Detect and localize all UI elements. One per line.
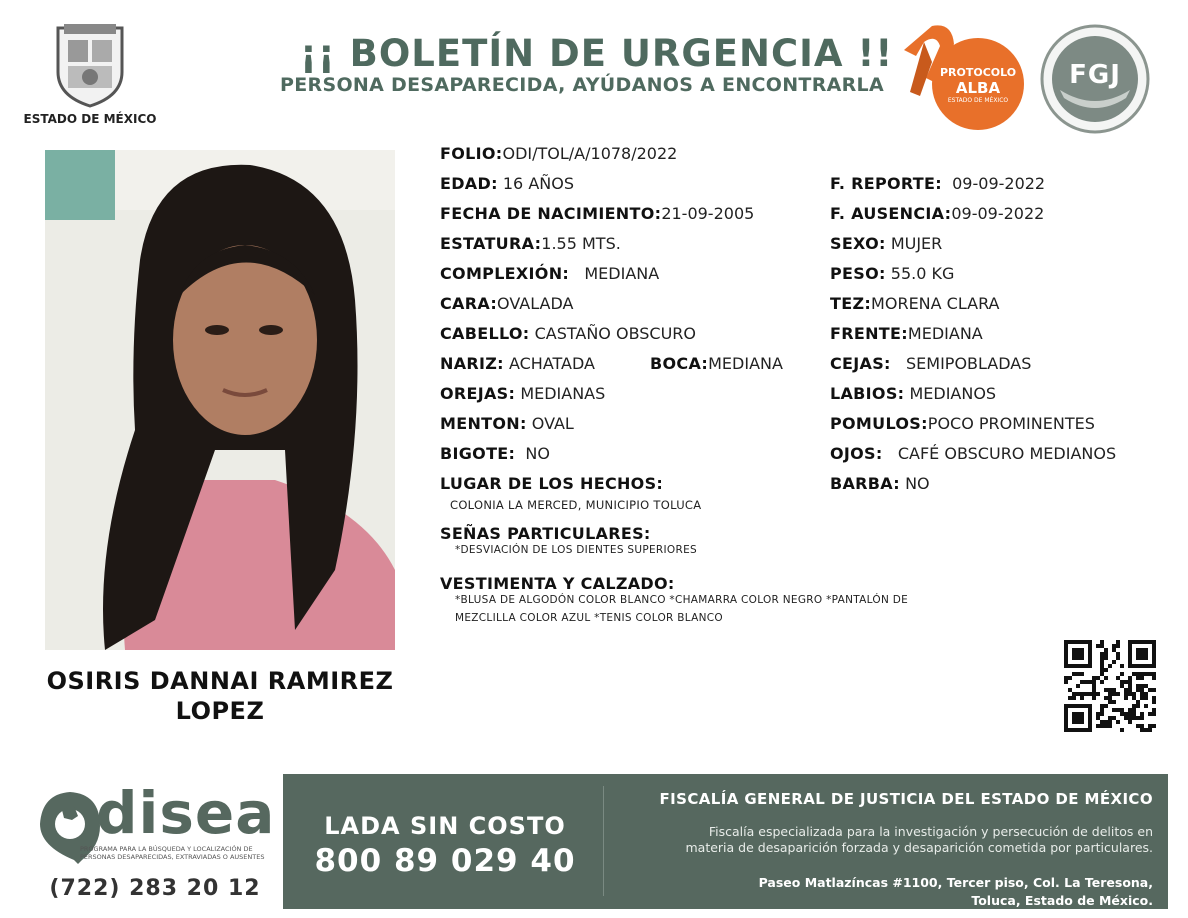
senas-particulares-label: SEÑAS PARTICULARES: bbox=[440, 524, 651, 543]
fgj-logo-text: FGJ bbox=[1069, 60, 1121, 90]
field-label: BARBA: bbox=[830, 474, 900, 493]
field-nariz bbox=[440, 354, 595, 373]
field-value: ODI/TOL/A/1078/2022 bbox=[502, 144, 678, 163]
field-cara bbox=[440, 294, 573, 313]
field-label: CEJAS: bbox=[830, 354, 891, 373]
address-line2: Toluca, Estado de México. bbox=[971, 893, 1153, 908]
alba-line1: PROTOCOLO bbox=[940, 66, 1017, 79]
senas-particulares-value: *DESVIACIÓN DE LOS DIENTES SUPERIORES bbox=[455, 544, 697, 556]
field-label: ESTATURA: bbox=[440, 234, 542, 253]
field-label: BOCA: bbox=[650, 354, 709, 373]
field-value: 16 AÑOS bbox=[502, 174, 574, 193]
field-sexo bbox=[830, 234, 942, 253]
field-tez bbox=[830, 294, 999, 313]
field-value: MEDIANA bbox=[584, 264, 660, 283]
field-label: TEZ: bbox=[830, 294, 872, 313]
field-value: MEDIANA bbox=[708, 354, 783, 373]
field-label: BIGOTE: bbox=[440, 444, 516, 463]
field-value: MEDIANOS bbox=[909, 384, 997, 403]
field-fecha-nacimiento bbox=[440, 204, 754, 223]
field-value: 55.0 KG bbox=[890, 264, 955, 283]
field-label: SEXO: bbox=[830, 234, 886, 253]
field-complexion bbox=[440, 264, 659, 283]
field-label: POMULOS: bbox=[830, 414, 928, 433]
odisea-phone[interactable]: (722) 283 20 12 bbox=[49, 876, 261, 901]
field-menton bbox=[440, 414, 574, 433]
field-value: 21-09-2005 bbox=[661, 204, 755, 223]
fgj-title: FISCALÍA GENERAL DE JUSTICIA DEL ESTADO DE MÉXICO bbox=[659, 790, 1153, 808]
field-f-ausencia bbox=[830, 204, 1044, 223]
bulletin-subtitle: PERSONA DESAPARECIDA, AYÚDANOS A ENCONTRARLA bbox=[280, 74, 884, 96]
field-value: CASTAÑO OBSCURO bbox=[534, 324, 697, 343]
field-frente bbox=[830, 324, 983, 343]
fgj-description bbox=[590, 824, 1153, 856]
odisea-wordmark: disea bbox=[96, 779, 276, 847]
alba-line3: ESTADO DE MÉXICO bbox=[947, 97, 1009, 104]
field-value: MEDIANAS bbox=[520, 384, 606, 403]
field-orejas bbox=[440, 384, 605, 403]
field-folio bbox=[440, 144, 677, 163]
bulletin-title: ¡¡ BOLETÍN DE URGENCIA !! bbox=[300, 32, 894, 75]
field-label: F. AUSENCIA: bbox=[830, 204, 952, 223]
field-f-reporte bbox=[830, 174, 1045, 193]
missing-person-photo bbox=[45, 150, 395, 650]
person-name bbox=[30, 666, 410, 726]
field-value: 1.55 MTS. bbox=[541, 234, 621, 253]
vestimenta-line1: *BLUSA DE ALGODÓN COLOR BLANCO *CHAMARRA COLOR NEGRO *PANTALÓN DE bbox=[455, 594, 909, 606]
field-estatura bbox=[440, 234, 621, 253]
fgj-desc-line2: materia de desaparición forzada y desaparición cometida por particulares. bbox=[685, 840, 1153, 855]
field-value: ACHATADA bbox=[508, 354, 595, 373]
field-cejas bbox=[830, 354, 1031, 373]
field-value: SEMIPOBLADAS bbox=[906, 354, 1032, 373]
field-pomulos bbox=[830, 414, 1095, 433]
field-value: MEDIANA bbox=[907, 324, 983, 343]
field-label: CARA: bbox=[440, 294, 498, 313]
field-label: LABIOS: bbox=[830, 384, 905, 403]
lada-phone-number[interactable]: 800 89 029 40 bbox=[314, 843, 576, 879]
field-edad bbox=[440, 174, 574, 193]
estado-mexico-label: ESTADO DE MÉXICO bbox=[23, 112, 157, 126]
field-value: MORENA CLARA bbox=[871, 294, 1000, 313]
field-labios bbox=[830, 384, 996, 403]
field-boca bbox=[650, 354, 783, 373]
field-label: CABELLO: bbox=[440, 324, 530, 343]
protocolo-alba-logo bbox=[902, 22, 1030, 132]
field-label: PESO: bbox=[830, 264, 886, 283]
field-value: OVAL bbox=[531, 414, 574, 433]
field-barba bbox=[830, 474, 930, 493]
estado-mexico-seal bbox=[50, 20, 130, 108]
vestimenta-label: VESTIMENTA Y CALZADO: bbox=[440, 574, 675, 593]
person-name-line1: OSIRIS DANNAI RAMIREZ bbox=[46, 667, 394, 695]
field-value: NO bbox=[905, 474, 930, 493]
field-label: OREJAS: bbox=[440, 384, 516, 403]
qr-code[interactable] bbox=[1064, 640, 1156, 732]
field-label: FECHA DE NACIMIENTO: bbox=[440, 204, 662, 223]
field-value: 09-09-2022 bbox=[951, 204, 1045, 223]
field-value: MUJER bbox=[890, 234, 943, 253]
lugar-hechos-label: LUGAR DE LOS HECHOS: bbox=[440, 474, 664, 493]
field-peso bbox=[830, 264, 954, 283]
lada-label: LADA SIN COSTO bbox=[324, 812, 566, 840]
field-label: COMPLEXIÓN: bbox=[440, 264, 570, 283]
field-label: FOLIO: bbox=[440, 144, 503, 163]
field-value: CAFÉ OBSCURO MEDIANOS bbox=[897, 444, 1117, 463]
field-ojos bbox=[830, 444, 1116, 463]
odisea-caption: PROGRAMA PARA LA BÚSQUEDA Y LOCALIZACIÓN DE PERSONAS DESAPARECIDAS, EXTRAVIADAS O AUSENTES bbox=[80, 845, 265, 861]
field-bigote bbox=[440, 444, 550, 463]
field-label: FRENTE: bbox=[830, 324, 908, 343]
vestimenta-line2: MEZCLILLA COLOR AZUL *TENIS COLOR BLANCO bbox=[455, 612, 723, 624]
field-value: POCO PROMINENTES bbox=[927, 414, 1095, 433]
field-value: NO bbox=[525, 444, 550, 463]
field-label: OJOS: bbox=[830, 444, 883, 463]
field-cabello bbox=[440, 324, 696, 343]
field-value: OVALADA bbox=[497, 294, 574, 313]
fgj-logo bbox=[1040, 24, 1150, 134]
fgj-address bbox=[590, 874, 1153, 910]
field-value: 09-09-2022 bbox=[952, 174, 1046, 193]
lugar-hechos-value: COLONIA LA MERCED, MUNICIPIO TOLUCA bbox=[450, 498, 702, 512]
field-label: MENTON: bbox=[440, 414, 527, 433]
fgj-desc-line1: Fiscalía especializada para la investigación y persecución de delitos en bbox=[708, 824, 1153, 839]
alba-line2: ALBA bbox=[955, 79, 1001, 97]
field-label: NARIZ: bbox=[440, 354, 504, 373]
field-label: EDAD: bbox=[440, 174, 498, 193]
field-label: F. REPORTE: bbox=[830, 174, 942, 193]
address-line1: Paseo Matlazíncas #1100, Tercer piso, Col. La Teresona, bbox=[758, 875, 1153, 890]
person-name-line2: LOPEZ bbox=[175, 697, 265, 725]
